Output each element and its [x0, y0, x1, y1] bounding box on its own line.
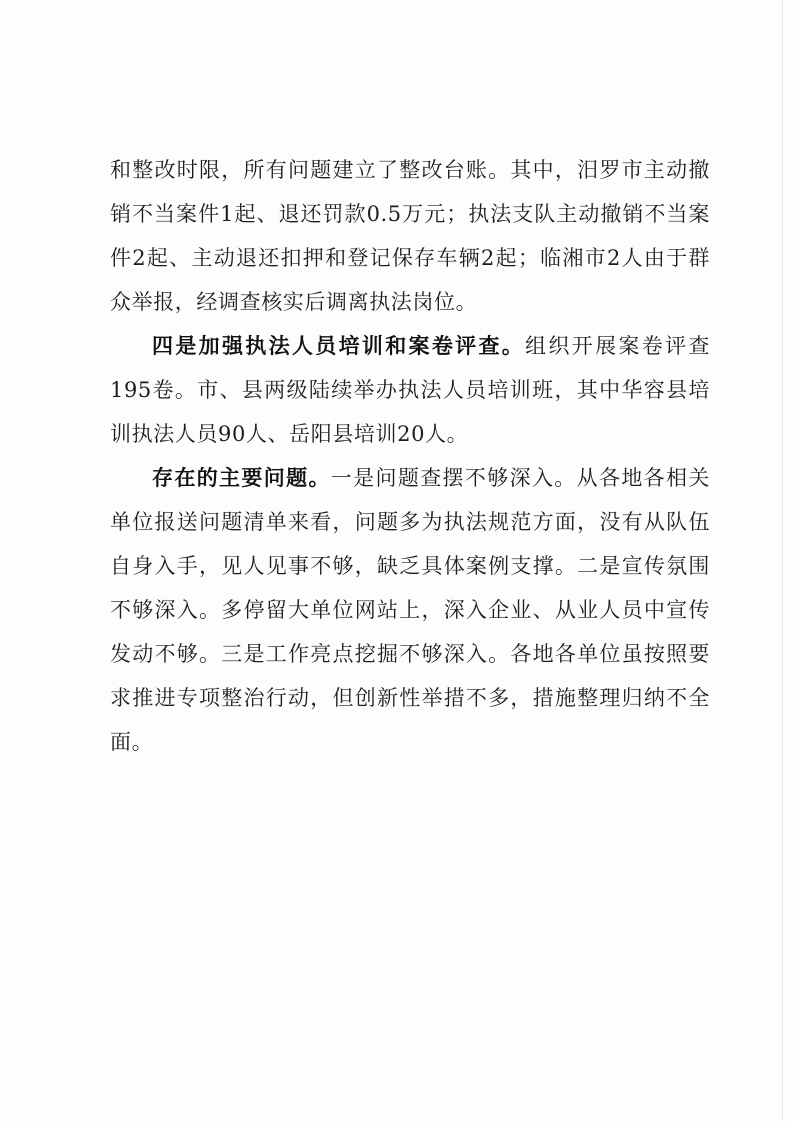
paragraph-rectification-continuation	[110, 148, 710, 324]
paragraph-main-problems	[110, 456, 710, 764]
document-body	[110, 148, 710, 764]
scan-edge-line	[782, 0, 783, 1121]
paragraph-text: 组织开展案卷评查195卷。市、县两级陆续举办执法人员培训班，其中华容县培训执法人员90人、岳阳县培训20人。	[110, 334, 710, 446]
paragraph-training-and-review	[110, 324, 710, 456]
paragraph-lead-heading: 存在的主要问题。	[152, 465, 331, 490]
paragraph-text: 一是问题查摆不够深入。从各地各相关单位报送问题清单来看，问题多为执法规范方面，没有从队伍自身入手，见人见事不够，缺乏具体案例支撑。二是宣传氛围不够深入。多停留大单位网站上，深入企业、从业人员中宣传发动不够。三是工作亮点挖掘不够深入。各地各单位虽按照要求推进专项整治行动，但创新性举措不多，措施整理归纳不全面。	[110, 466, 710, 754]
paragraph-lead-heading: 四是加强执法人员培训和案卷评查。	[152, 333, 526, 358]
paragraph-text: 和整改时限，所有问题建立了整改台账。其中，汨罗市主动撤销不当案件1起、退还罚款0.5万元；执法支队主动撤销不当案件2起、主动退还扣押和登记保存车辆2起；临湘市2人由于群众举报，经调查核实后调离执法岗位。	[110, 158, 710, 314]
